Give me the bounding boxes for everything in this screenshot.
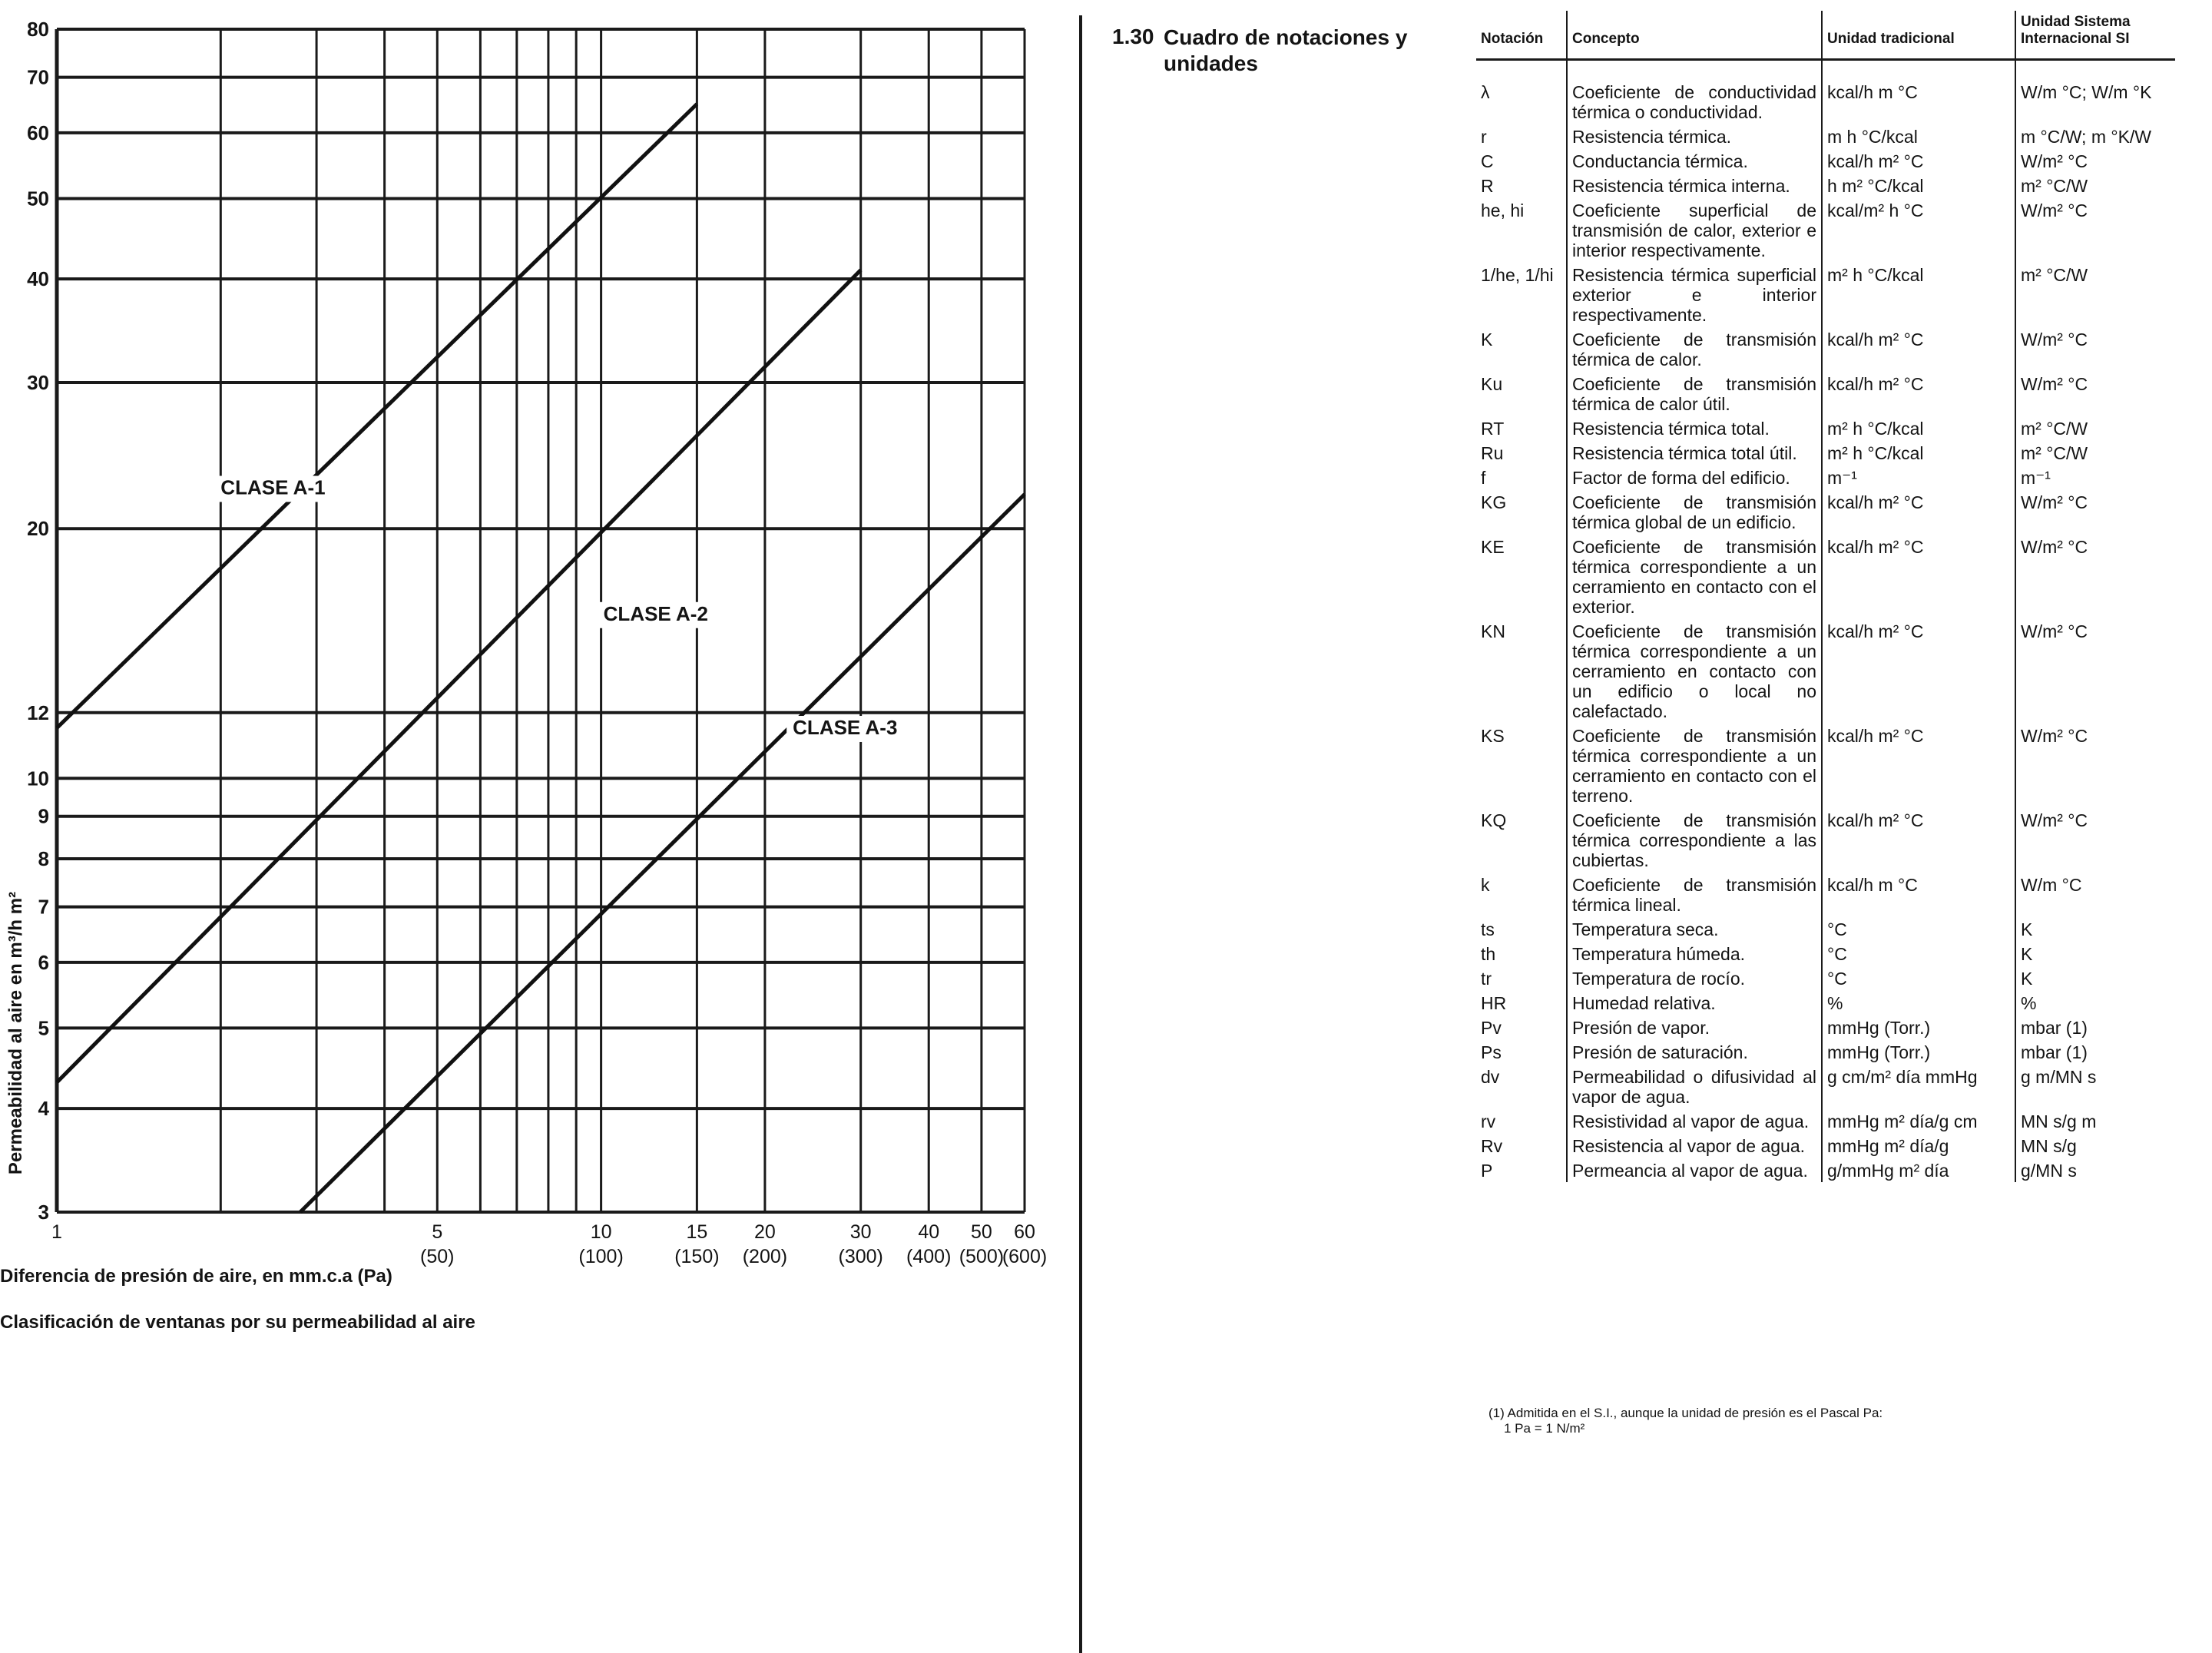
- y-tick-label: 20: [27, 517, 49, 541]
- si-unit-cell: mbar (1): [2015, 1039, 2175, 1064]
- traditional-unit-cell: mmHg m² día/g cm: [1822, 1108, 2015, 1133]
- y-tick-label: 4: [38, 1097, 49, 1121]
- si-unit-cell: MN s/g: [2015, 1133, 2175, 1158]
- concept-cell: Coeficiente superficial de transmisión de calor, exterior e interior respectivamente.: [1567, 197, 1822, 262]
- series-label-1: CLASE A-1: [220, 475, 326, 499]
- y-tick-label: 60: [27, 121, 49, 144]
- y-tick-label: 3: [38, 1201, 49, 1224]
- si-unit-cell: W/m² °C: [2015, 148, 2175, 173]
- si-unit-cell: g m/MN s: [2015, 1064, 2175, 1108]
- table-row: [1476, 1039, 2175, 1064]
- table-row: [1476, 148, 2175, 173]
- notation-cell: th: [1481, 944, 1496, 964]
- section-number: 1.30: [1112, 25, 1154, 48]
- table-header-row: [1476, 11, 2175, 60]
- y-tick-label: 80: [27, 18, 49, 41]
- x-tick-label: 5: [432, 1221, 443, 1243]
- notation-table: [1476, 11, 2175, 1182]
- si-unit-cell: m² °C/W: [2015, 173, 2175, 197]
- chart-caption: Clasificación de ventanas por su permeabilidad al aire: [0, 1312, 475, 1333]
- traditional-unit-cell: mmHg m² día/g: [1822, 1133, 2015, 1158]
- table-row: [1476, 326, 2175, 371]
- x-tick-pa-label: (500): [959, 1246, 1005, 1267]
- si-unit-cell: W/m² °C: [2015, 534, 2175, 618]
- x-tick-label: 20: [754, 1221, 776, 1243]
- notation-cell: tr: [1481, 969, 1492, 989]
- si-unit-cell: W/m² °C: [2015, 489, 2175, 534]
- concept-cell: Resistencia térmica total útil.: [1567, 440, 1822, 465]
- si-unit-cell: W/m² °C: [2015, 723, 2175, 807]
- notation-cell: KQ: [1481, 810, 1507, 830]
- y-tick-label: 30: [27, 371, 49, 395]
- notation-cell: rv: [1481, 1111, 1496, 1131]
- concept-cell: Resistencia térmica.: [1567, 124, 1822, 148]
- traditional-unit-cell: h m² °C/kcal: [1822, 173, 2015, 197]
- concept-cell: Humedad relativa.: [1567, 990, 1822, 1015]
- table-row: [1476, 440, 2175, 465]
- notation-cell: 1/he, 1/hi: [1481, 265, 1554, 285]
- x-tick-pa-label: (600): [1002, 1246, 1048, 1267]
- concept-cell: Factor de forma del edificio.: [1567, 465, 1822, 489]
- si-unit-cell: K: [2015, 941, 2175, 966]
- notation-cell: HR: [1481, 993, 1507, 1013]
- concept-cell: Resistencia térmica total.: [1567, 416, 1822, 440]
- x-tick-label: 30: [849, 1221, 872, 1243]
- si-unit-cell: m² °C/W: [2015, 262, 2175, 326]
- x-tick-pa-label: (200): [742, 1246, 788, 1267]
- x-tick-pa-label: (150): [674, 1246, 720, 1267]
- notation-cell: K: [1481, 330, 1493, 349]
- concept-cell: Coeficiente de transmisión térmica lineal.: [1567, 872, 1822, 916]
- concept-cell: Coeficiente de transmisión térmica correspondiente a un cerramiento en contacto con el exterior.: [1567, 534, 1822, 618]
- x-tick-pa-label: (50): [420, 1246, 455, 1267]
- table-row: [1476, 124, 2175, 148]
- traditional-unit-cell: °C: [1822, 941, 2015, 966]
- table-row: [1476, 534, 2175, 618]
- concept-cell: Temperatura seca.: [1567, 916, 1822, 941]
- footnote-line-2: 1 Pa = 1 N/m²: [1504, 1421, 1585, 1436]
- concept-cell: Temperatura húmeda.: [1567, 941, 1822, 966]
- notation-cell: Ru: [1481, 443, 1504, 463]
- y-tick-label: 40: [27, 267, 49, 291]
- x-tick-label: 10: [590, 1221, 612, 1243]
- si-unit-cell: mbar (1): [2015, 1015, 2175, 1039]
- footnote: [1488, 1406, 1883, 1436]
- traditional-unit-cell: g cm/m² día mmHg: [1822, 1064, 2015, 1108]
- notation-cell: KE: [1481, 537, 1505, 557]
- table-row: [1476, 916, 2175, 941]
- page-divider: [1079, 15, 1082, 1653]
- traditional-unit-cell: kcal/h m² °C: [1822, 148, 2015, 173]
- si-unit-cell: MN s/g m: [2015, 1108, 2175, 1133]
- footnote-line-1: (1) Admitida en el S.I., aunque la unidad de presión es el Pascal Pa:: [1488, 1406, 1883, 1420]
- notation-cell: KN: [1481, 621, 1505, 641]
- si-unit-cell: W/m °C: [2015, 872, 2175, 916]
- si-unit-cell: W/m² °C: [2015, 197, 2175, 262]
- notation-cell: R: [1481, 176, 1494, 196]
- table-row: [1476, 1158, 2175, 1182]
- si-unit-cell: m² °C/W: [2015, 440, 2175, 465]
- traditional-unit-cell: mmHg (Torr.): [1822, 1015, 2015, 1039]
- table-row: [1476, 941, 2175, 966]
- table-row: [1476, 1133, 2175, 1158]
- traditional-unit-cell: m² h °C/kcal: [1822, 416, 2015, 440]
- header-notacion: Notación: [1476, 11, 1567, 60]
- series-labels: [214, 476, 902, 742]
- table-row: [1476, 966, 2175, 990]
- series-line-2: [57, 270, 861, 1083]
- traditional-unit-cell: g/mmHg m² día: [1822, 1158, 2015, 1182]
- concept-cell: Conductancia térmica.: [1567, 148, 1822, 173]
- notation-cell: KS: [1481, 726, 1505, 746]
- concept-cell: Coeficiente de transmisión térmica de calor útil.: [1567, 371, 1822, 416]
- header-unidad-tradicional: Unidad tradicional: [1822, 11, 2015, 60]
- table-row: [1476, 60, 2175, 124]
- si-unit-cell: W/m² °C: [2015, 618, 2175, 723]
- x-axis-label: Diferencia de presión de aire, en mm.c.a (Pa): [0, 1266, 392, 1287]
- x-tick-pa-label: (300): [838, 1246, 883, 1267]
- concept-cell: Coeficiente de transmisión térmica global de un edificio.: [1567, 489, 1822, 534]
- concept-cell: Coeficiente de transmisión térmica correspondiente a un cerramiento en contacto con el terreno.: [1567, 723, 1822, 807]
- y-tick-label: 8: [38, 846, 49, 870]
- traditional-unit-cell: kcal/h m °C: [1822, 60, 2015, 124]
- notation-cell: ts: [1481, 919, 1495, 939]
- table-body: [1476, 60, 2175, 1183]
- x-tick-label: 1: [51, 1221, 62, 1243]
- notation-cell: P: [1481, 1161, 1493, 1181]
- table-row: [1476, 618, 2175, 723]
- si-unit-cell: W/m² °C: [2015, 371, 2175, 416]
- table-row: [1476, 262, 2175, 326]
- si-unit-cell: m² °C/W: [2015, 416, 2175, 440]
- y-tick-label: 6: [38, 950, 49, 974]
- si-unit-cell: W/m °C; W/m °K: [2015, 60, 2175, 124]
- notation-cell: Ku: [1481, 374, 1503, 394]
- traditional-unit-cell: m² h °C/kcal: [1822, 440, 2015, 465]
- y-tick-label: 9: [38, 804, 49, 828]
- notation-cell: Ps: [1481, 1042, 1502, 1062]
- table-row: [1476, 416, 2175, 440]
- concept-cell: Coeficiente de conductividad térmica o conductividad.: [1567, 60, 1822, 124]
- si-unit-cell: K: [2015, 916, 2175, 941]
- series-label-2: CLASE A-2: [603, 601, 708, 625]
- table-row: [1476, 465, 2175, 489]
- series-label-3: CLASE A-3: [793, 715, 898, 739]
- series-lines: [57, 104, 1025, 1212]
- concept-cell: Permeancia al vapor de agua.: [1567, 1158, 1822, 1182]
- concept-cell: Presión de vapor.: [1567, 1015, 1822, 1039]
- table-row: [1476, 872, 2175, 916]
- table-row: [1476, 173, 2175, 197]
- x-tick-labels: [51, 1221, 1047, 1267]
- notation-cell: he, hi: [1481, 200, 1525, 220]
- concept-cell: Resistencia térmica interna.: [1567, 173, 1822, 197]
- x-tick-pa-label: (100): [578, 1246, 624, 1267]
- traditional-unit-cell: m⁻¹: [1822, 465, 2015, 489]
- traditional-unit-cell: kcal/h m² °C: [1822, 618, 2015, 723]
- notation-cell: f: [1481, 468, 1486, 488]
- x-tick-pa-label: (400): [906, 1246, 952, 1267]
- table-row: [1476, 197, 2175, 262]
- concept-cell: Coeficiente de transmisión térmica correspondiente a las cubiertas.: [1567, 807, 1822, 872]
- si-unit-cell: K: [2015, 966, 2175, 990]
- y-tick-label: 50: [27, 187, 49, 210]
- table-row: [1476, 807, 2175, 872]
- concept-cell: Coeficiente de transmisión térmica correspondiente a un cerramiento en contacto con un edificio o local no calefactado.: [1567, 618, 1822, 723]
- notation-cell: RT: [1481, 419, 1505, 439]
- traditional-unit-cell: kcal/h m² °C: [1822, 807, 2015, 872]
- notation-cell: KG: [1481, 492, 1507, 512]
- table-row: [1476, 723, 2175, 807]
- notation-cell: dv: [1481, 1067, 1500, 1087]
- table-row: [1476, 1015, 2175, 1039]
- y-tick-label: 12: [27, 701, 49, 724]
- traditional-unit-cell: %: [1822, 990, 2015, 1015]
- header-concepto: Concepto: [1567, 11, 1822, 60]
- traditional-unit-cell: kcal/m² h °C: [1822, 197, 2015, 262]
- si-unit-cell: m °C/W; m °K/W: [2015, 124, 2175, 148]
- y-tick-label: 7: [38, 895, 49, 919]
- traditional-unit-cell: mmHg (Torr.): [1822, 1039, 2015, 1064]
- notation-cell: C: [1481, 151, 1494, 171]
- traditional-unit-cell: kcal/h m² °C: [1822, 534, 2015, 618]
- si-unit-cell: W/m² °C: [2015, 807, 2175, 872]
- vertical-gridlines: [57, 29, 1025, 1212]
- concept-cell: Coeficiente de transmisión térmica de calor.: [1567, 326, 1822, 371]
- table-row: [1476, 990, 2175, 1015]
- traditional-unit-cell: kcal/h m² °C: [1822, 326, 2015, 371]
- x-tick-label: 50: [970, 1221, 992, 1243]
- header-unidad-si: Unidad Sistema Internacional SI: [2015, 11, 2175, 60]
- traditional-unit-cell: kcal/h m °C: [1822, 872, 2015, 916]
- notation-cell: Rv: [1481, 1136, 1503, 1156]
- concept-cell: Temperatura de rocío.: [1567, 966, 1822, 990]
- si-unit-cell: %: [2015, 990, 2175, 1015]
- traditional-unit-cell: m² h °C/kcal: [1822, 262, 2015, 326]
- x-tick-label: 15: [686, 1221, 708, 1243]
- concept-cell: Resistividad al vapor de agua.: [1567, 1108, 1822, 1133]
- y-tick-label: 5: [38, 1016, 49, 1040]
- y-axis-label: Permeabilidad al aire en m³/h m²: [5, 891, 26, 1175]
- y-tick-labels: [27, 18, 49, 1224]
- si-unit-cell: W/m² °C: [2015, 326, 2175, 371]
- traditional-unit-cell: °C: [1822, 966, 2015, 990]
- concept-cell: Resistencia al vapor de agua.: [1567, 1133, 1822, 1158]
- notation-cell: k: [1481, 875, 1490, 895]
- concept-cell: Permeabilidad o difusividad al vapor de agua.: [1567, 1064, 1822, 1108]
- concept-cell: Resistencia térmica superficial exterior e interior respectivamente.: [1567, 262, 1822, 326]
- y-tick-label: 70: [27, 65, 49, 89]
- traditional-unit-cell: kcal/h m² °C: [1822, 489, 2015, 534]
- x-tick-label: 60: [1014, 1221, 1035, 1243]
- notation-cell: λ: [1481, 82, 1490, 102]
- table-row: [1476, 1064, 2175, 1108]
- traditional-unit-cell: kcal/h m² °C: [1822, 371, 2015, 416]
- concept-cell: Presión de saturación.: [1567, 1039, 1822, 1064]
- section-title: Cuadro de notaciones y unidades: [1164, 25, 1408, 75]
- traditional-unit-cell: kcal/h m² °C: [1822, 723, 2015, 807]
- permeability-chart: [0, 0, 1075, 1383]
- si-unit-cell: m⁻¹: [2015, 465, 2175, 489]
- table-row: [1476, 489, 2175, 534]
- traditional-unit-cell: m h °C/kcal: [1822, 124, 2015, 148]
- si-unit-cell: g/MN s: [2015, 1158, 2175, 1182]
- notation-cell: Pv: [1481, 1018, 1502, 1038]
- horizontal-gridlines: [57, 29, 1025, 1212]
- notation-cell: r: [1481, 127, 1487, 147]
- traditional-unit-cell: °C: [1822, 916, 2015, 941]
- y-tick-label: 10: [27, 767, 49, 790]
- table-row: [1476, 1108, 2175, 1133]
- table-row: [1476, 371, 2175, 416]
- x-tick-label: 40: [918, 1221, 940, 1243]
